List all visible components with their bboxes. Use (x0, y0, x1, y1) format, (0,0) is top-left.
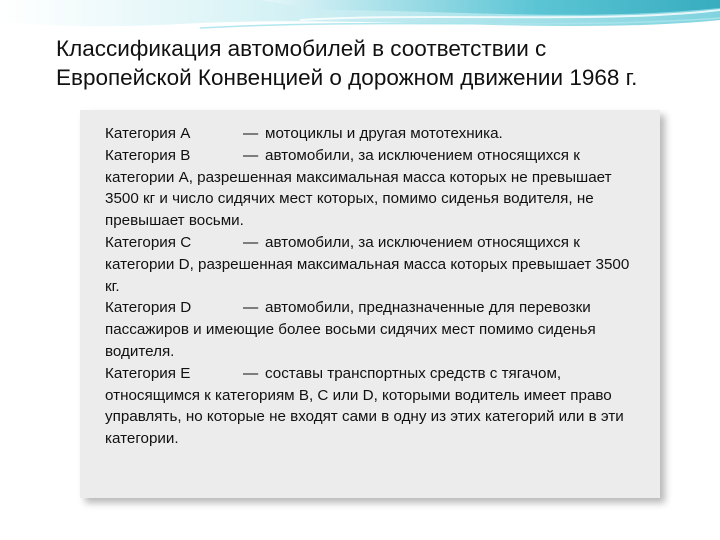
category-a-name: Категория A (105, 125, 191, 142)
category-a-dash: — (243, 125, 259, 142)
category-d-entry (105, 297, 645, 362)
category-d-name: Категория D (105, 299, 192, 317)
category-d-dash: — (243, 299, 259, 317)
category-list (105, 123, 645, 450)
category-d-text-cont: перевозки пассажиров и имеющие более восьми сидячих мест помимо сиденья водителя. (105, 299, 596, 360)
slide-title (56, 34, 696, 92)
category-d-text: автомобили, предназначенные для (265, 299, 515, 317)
category-e-text: составы транспортных средств с тягачом, (265, 364, 562, 382)
title-line-2: Европейской Конвенцией о дорожном движении 1968 г. (56, 65, 638, 90)
title-line-1: Классификация автомобилей в соответствии с (56, 36, 547, 61)
category-b-text-cont: относящихся к категории A, разрешенная максимальная масса которых не превышает 3500 кг и число сидячих мест которых, помимо сиденья водителя, не превышает восьми. (105, 146, 612, 230)
category-c-text-cont: относящихся к категории D, разрешенная максимальная масса которых превышает 3500 кг. (105, 233, 630, 295)
category-c-name: Категория C (105, 233, 192, 251)
category-b-text: автомобили, за исключением (265, 146, 473, 164)
category-e-name: Категория E (105, 364, 191, 382)
category-c-text: автомобили, за исключением (265, 233, 473, 251)
category-e-entry (105, 363, 645, 450)
category-c-dash: — (243, 233, 259, 251)
category-a-text: мотоциклы и другая мототехника. (265, 125, 503, 142)
category-e-text-cont: относящимся к категориям B, C или D, которыми водитель имеет право управлять, но которые не входят сами в одну из этих категорий или в эти категории. (105, 386, 624, 448)
category-a-entry (105, 123, 645, 145)
category-e-dash: — (243, 364, 259, 382)
category-b-dash: — (243, 146, 259, 164)
category-b-name: Категория B (105, 146, 191, 164)
category-b-entry (105, 145, 645, 232)
category-c-entry (105, 232, 645, 297)
